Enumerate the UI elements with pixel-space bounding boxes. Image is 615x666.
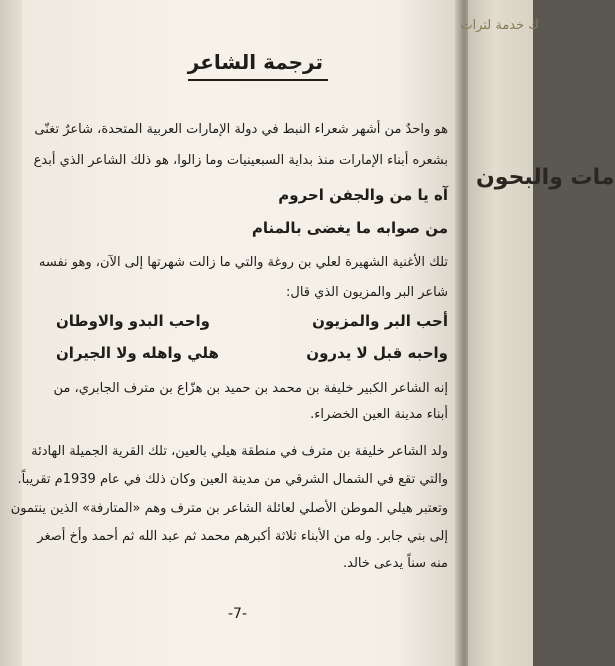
paragraph1-line2: بشعره أبناء الإمارات منذ بداية السبعينيات وما زالوا، هو ذلك الشاعر الذي أبدع xyxy=(33,153,448,168)
verse-line1-second-hemistich: واحب البدو والاوطان xyxy=(56,312,211,330)
paragraph3-line1: إنه الشاعر الكبير خليفة بن محمد بن حميد بن هزّاع بن مترف الجابري، من xyxy=(53,381,448,396)
verse-line2-second-hemistich: هلي واهله ولا الجيران xyxy=(56,344,219,362)
paragraph1-line1: هو واحدٌ من أشهر شعراء النبط في دولة الإمارات العربية المتحدة، شاعرٌ تغنّى xyxy=(34,122,448,137)
paragraph2-line2: شاعر البر والمزيون الذي قال: xyxy=(286,285,448,300)
paragraph4-line5: منه سناً يدعى خالد. xyxy=(343,556,448,571)
verse-line1-first-hemistich: أحب البر والمزيون xyxy=(312,312,448,330)
facing-page-header: ك خدمة لتراث xyxy=(460,18,539,33)
paragraph3-line2: أبناء مدينة العين الخضراء. xyxy=(310,407,448,422)
facing-page xyxy=(460,0,615,666)
verse-line2-first-hemistich: واحبه قبل لا يدرون xyxy=(306,344,448,362)
paragraph4-line2: والتي تقع في الشمال الشرقي من مدينة العين وكان ذلك في عام 1939م تقريباً. xyxy=(17,472,448,487)
title-underline xyxy=(188,79,328,81)
page-content xyxy=(10,0,448,666)
page-number: -7- xyxy=(228,606,248,622)
paragraph2-line1: تلك الأغنية الشهيرة لعلي بن روغة والتي ما زالت شهرتها إلى الآن، وهو نفسه xyxy=(38,255,448,270)
page-title: ترجمة الشاعر xyxy=(187,50,323,74)
paragraph4-line1: ولد الشاعر خليفة بن مترف في منطقة هيلي بالعين، تلك القرية الجميلة الهادئة xyxy=(31,444,448,459)
paragraph4-line3: وتعتبر هيلي الموطن الأصلي لعائلة الشاعر بن مترف وهم «المتارفة» الذين ينتمون xyxy=(10,501,448,516)
facing-page-heading: مات والبحون xyxy=(476,165,615,190)
paragraph4-line4: إلى بني جابر. وله من الأبناء ثلاثة أكبرهم محمد ثم عبد الله ثم أحمد وأخ أصغر xyxy=(37,529,448,544)
verse-intro-line1: آه يا من والجفن احروم xyxy=(278,186,448,204)
verse-intro-line2: من صوابه ما يغضى بالمنام xyxy=(251,219,448,237)
